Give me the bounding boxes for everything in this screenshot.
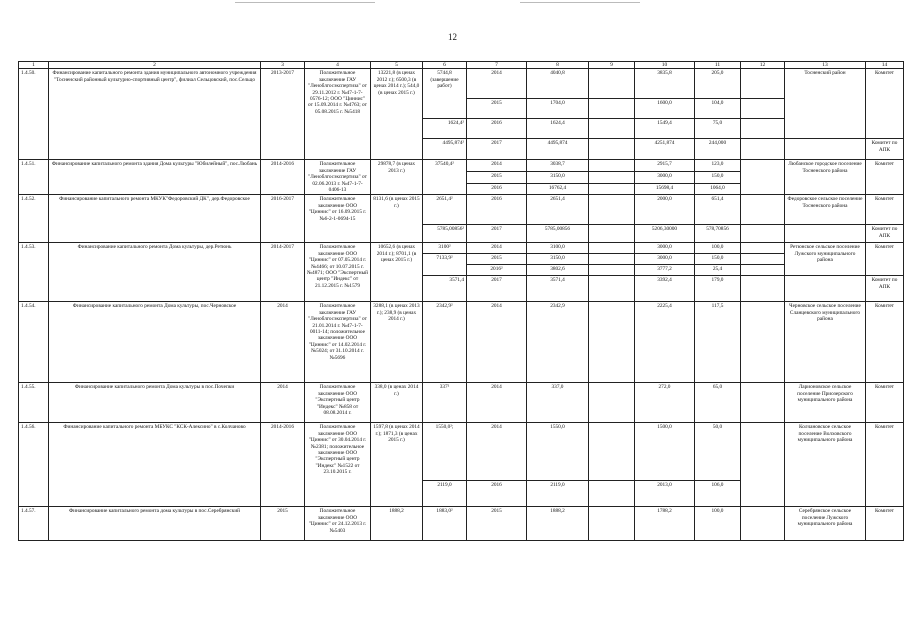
row-sum: 4495,874 [527,139,589,160]
empty-cell [589,69,635,99]
row-sum: 2651,4 [527,195,589,225]
header-row [19,62,904,69]
empty-cell [589,195,635,225]
row-sum: 2342,9 [527,302,589,383]
program-table [18,61,904,541]
row-sum: 337,0 [527,383,589,423]
row-year: 2014 [467,423,527,481]
empty-cell [741,69,785,99]
empty-cell [741,139,785,160]
row-name: Финансирование капитального ремонта здания муниципального автономного учреждения "Тосненский районный культурно-спортивный центр", филиал Сельцовский, пос.Сельцо [49,69,261,160]
row-name: Финансирование капитального ремонта Дома культуры, пос.Черновское [49,302,261,383]
row-total: 7133,9² [423,254,467,276]
row-responsible: Комитет [866,243,904,276]
empty-cell [741,507,785,541]
row-district: Черновское сельское поселение Сланцевского муниципального района [785,302,866,383]
empty-cell [589,99,635,119]
row-municipal: 179,0 [695,276,741,302]
row-total: 1883,0² [423,507,467,541]
table-row [19,302,904,383]
row-regional: 3392,4 [635,276,695,302]
row-responsible: Комитет по АПК [866,139,904,160]
row-responsible: Комитет [866,69,904,139]
row-responsible: Комитет [866,195,904,225]
row-year: 2017 [467,225,527,243]
row-period: 2014-2017 [261,243,305,302]
row-expertise: Положительное заключение ГАУ "Леноблгосэкспертиза" от 21.01.2014 г. №47-1-7-0011-14; положительное заключение ООО "Циннис" от 14.02.2014 г. №5024; от 31.10.2014 г. №5696 [305,302,371,383]
row-sum: 1888,2 [527,507,589,541]
row-year: 2014 [467,302,527,383]
row-number: 1.4.57. [19,507,49,541]
row-number: 1.4.55. [19,383,49,423]
row-regional: 2915,7 [635,160,695,172]
empty-cell [785,225,866,243]
row-regional: 1500,0 [635,423,695,481]
row-number: 1.4.53. [19,243,49,302]
row-name: Финансирование капитального ремонта МБУКС "КСК-Алексино" в с.Колчаново [49,423,261,507]
row-regional: 3000,0 [635,243,695,254]
row-cost: 3288,1 (в ценах 2013 г.); 238,9 (в ценах 2014 г.) [371,302,423,383]
empty-cell [589,265,635,276]
empty-cell [741,254,785,265]
row-expertise: Положительное заключение ООО "Циннис" от 24.12.2013 г. №5403 [305,507,371,541]
row-district: Ретюнское сельское поселение Лужского муниципального района [785,243,866,276]
table-row [19,195,904,225]
row-district: Федоровское сельское поселение Тосненского района [785,195,866,225]
col-header: 10 [635,62,695,69]
row-sum: 1624,4 [527,119,589,139]
row-responsible: Комитет [866,423,904,507]
empty-cell [741,99,785,119]
row-regional: 3835,8 [635,69,695,99]
row-municipal: 50,0 [695,423,741,481]
empty-cell [785,139,866,160]
empty-cell [741,119,785,139]
row-sum: 1704,0 [527,99,589,119]
row-sum: 3802,6 [527,265,589,276]
row-municipal: 244,000 [695,139,741,160]
col-header: 8 [527,62,589,69]
row-expertise: Положительное заключение ГАУ "Леноблгосэкспертиза" от 02.06.2013 г. №47-1-7-0406-13 [305,160,371,195]
row-regional: 1788,2 [635,507,695,541]
empty-cell [589,302,635,383]
row-regional: 1549,4 [635,119,695,139]
empty-cell [785,276,866,302]
row-municipal: 106,0 [695,481,741,507]
empty-cell [589,160,635,172]
row-name: Финансирование капитального ремонта Дома культуры в пос.Почепки [49,383,261,423]
table-row [19,243,904,254]
row-sum: 2119,0 [527,481,589,507]
row-municipal: 578,70856 [695,225,741,243]
row-municipal: 123,0 [695,160,741,172]
row-municipal: 117,5 [695,302,741,383]
empty-cell [589,172,635,184]
table-row [19,507,904,541]
row-year: 2016 [467,119,527,139]
row-municipal: 100,0 [695,243,741,254]
row-year: 2014 [467,383,527,423]
empty-cell [589,139,635,160]
row-name: Финансирование капитального ремонта Дома культуры, дер.Ретюнь [49,243,261,302]
row-municipal: 150,0 [695,254,741,265]
row-period: 2016-2017 [261,195,305,243]
row-number: 1.4.54. [19,302,49,383]
row-district: Серебрянское сельское поселение Лужского муниципального района [785,507,866,541]
row-regional: 3000,0 [635,172,695,184]
row-total: 2119,0 [423,481,467,507]
row-municipal: 150,0 [695,172,741,184]
row-period: 2015 [261,507,305,541]
row-regional: 15698,4 [635,183,695,195]
col-header: 1 [19,62,49,69]
row-expertise: Положительное заключение ООО "Циннис" от 30.04.2014 г. №2381; положительное заключение ООО "Экспертный центр "Индекс" №1522 от 23.10.2015 г. [305,423,371,507]
row-expertise: Положительное заключение ООО "Циннис" от 07.05.2014 г. №4466; от 10.07.2015 г. №4871; ООО "Экспертный центр "Индекс" от 21.12.2015 г. №1579 [305,243,371,302]
col-header: 14 [866,62,904,69]
table-row [19,160,904,172]
row-total: 1624,4² [423,119,467,139]
row-regional: 4251,874 [635,139,695,160]
row-period: 2014-2016 [261,423,305,507]
row-responsible: Комитет по АПК [866,225,904,243]
row-period: 2014 [261,302,305,383]
row-regional: 3000,0 [635,254,695,265]
row-total: 3100² [423,243,467,254]
row-year: 2015 [467,254,527,265]
row-total: 37540,4² [423,160,467,195]
row-district: Любанское городское поселение Тосненского района [785,160,866,195]
empty-cell [589,383,635,423]
row-municipal: 104,0 [695,99,741,119]
empty-cell [589,276,635,302]
row-total: 2651,4² [423,195,467,225]
empty-cell [589,243,635,254]
col-header: 6 [423,62,467,69]
col-header: 4 [305,62,371,69]
col-header: 2 [49,62,261,69]
col-header: 9 [589,62,635,69]
row-responsible: Комитет [866,302,904,383]
row-municipal: 1064,0 [695,183,741,195]
row-year: 2016 [467,481,527,507]
row-responsible: Комитет [866,383,904,423]
table-row [19,69,904,99]
row-year: 2015 [467,99,527,119]
row-total: 5744,8 (завершение работ) [423,69,467,119]
row-total: 3571,4 [423,276,467,302]
row-sum: 16762,4 [527,183,589,195]
row-responsible: Комитет [866,507,904,541]
empty-cell [741,243,785,254]
col-header: 13 [785,62,866,69]
row-period: 2013-2017 [261,69,305,160]
empty-cell [589,225,635,243]
row-number: 1.4.50. [19,69,49,160]
empty-cell [589,423,635,481]
row-cost: 1597,8 (в ценах 2014 г.); 1871,3 (в ценах 2015 г.) [371,423,423,507]
empty-cell [741,265,785,276]
col-header: 12 [741,62,785,69]
row-period: 2014-2016 [261,160,305,195]
empty-cell [589,183,635,195]
row-municipal: 205,0 [695,69,741,99]
row-municipal: 100,0 [695,507,741,541]
empty-cell [741,195,785,225]
empty-cell [589,481,635,507]
row-district: Ларионовское сельское поселение Приозерского муниципального района [785,383,866,423]
row-period: 2014 [261,383,305,423]
row-expertise: Положительное заключение ООО "Экспертный центр "Индекс" №858 от 08.08.2014 г. [305,383,371,423]
empty-cell [741,302,785,383]
row-name: Финансирование капитального ремонта дома культуры в пос.Серебрянский [49,507,261,541]
row-sum: 3038,7 [527,160,589,172]
empty-cell [589,254,635,265]
row-regional: 2225,4 [635,302,695,383]
row-cost: 13221,8 (в ценах 2012 г.); 6500,3 (в ценах 2014 г.); 544,0 (в ценах 2015 г.) [371,69,423,160]
row-total: 1550,0²; [423,423,467,481]
row-number: 1.4.56. [19,423,49,507]
row-year: 2014 [467,243,527,254]
row-responsible: Комитет по АПК [866,276,904,302]
row-cost: 338,0 (в ценах 2014 г.) [371,383,423,423]
row-cost: 8131,6 (в ценах 2015 г.) [371,195,423,243]
col-header: 11 [695,62,741,69]
row-sum: 1550,0 [527,423,589,481]
row-total: 337² [423,383,467,423]
row-municipal: 25,4 [695,265,741,276]
table-row [19,423,904,481]
empty-cell [741,160,785,195]
row-year: 2015 [467,507,527,541]
empty-cell [589,507,635,541]
row-regional: 5206,30000 [635,225,695,243]
row-expertise: Положительное заключение ООО "Циннис" от 16.09.2015 г. №6-2-1-0694-15 [305,195,371,243]
row-year: 2015 [467,172,527,184]
scan-artifact-line [235,2,375,3]
row-municipal: 75,0 [695,119,741,139]
row-year: 2016 [467,195,527,225]
row-regional: 3777,2 [635,265,695,276]
table-row [19,383,904,423]
empty-cell [741,423,785,507]
col-header: 7 [467,62,527,69]
page-number: 12 [448,32,457,42]
empty-cell [741,276,785,302]
row-regional: 2013,0 [635,481,695,507]
row-district: Колчановское сельское поселение Волховского муниципального района [785,423,866,507]
empty-cell [741,383,785,423]
row-year: 2017 [467,139,527,160]
row-name: Финансирование капитального ремонта здания Дома культуры "Юбилейный", пос.Любань [49,160,261,195]
row-cost: 29878,7 (в ценах 2013 г.) [371,160,423,195]
row-regional: 272,0 [635,383,695,423]
row-sum: 3150,0 [527,172,589,184]
row-sum: 3150,0 [527,254,589,265]
row-year: 2016² [467,265,527,276]
row-sum: 3100,0 [527,243,589,254]
row-year: 2017 [467,276,527,302]
row-name: Финансирование капитального ремонта МКУК"Федоровский ДК", дер.Федоровское [49,195,261,243]
row-district: Тосненский район [785,69,866,139]
row-total: 5785,00856² [423,225,467,243]
row-expertise: Положительное заключение ГАУ "Леноблгосэкспертиза" от 29.11.2012 г. №47-1-7-0576-12; ООО "Циннис" от 15.09.2014 г. №4763; от 05.08.2015 г. №5418 [305,69,371,160]
row-year: 2014 [467,69,527,99]
row-number: 1.4.52. [19,195,49,243]
row-municipal: 65,0 [695,383,741,423]
row-year: 2016 [467,183,527,195]
row-number: 1.4.51. [19,160,49,195]
row-cost: 1888,2 [371,507,423,541]
empty-cell [741,225,785,243]
empty-cell [589,119,635,139]
row-total: 4495,874² [423,139,467,160]
row-year: 2014 [467,160,527,172]
col-header: 3 [261,62,305,69]
row-responsible: Комитет [866,160,904,195]
row-sum: 4040,8 [527,69,589,99]
row-sum: 5785,00856 [527,225,589,243]
row-total: 2342,9² [423,302,467,383]
scan-artifact-line [520,2,640,3]
row-regional: 2000,0 [635,195,695,225]
row-municipal: 651,4 [695,195,741,225]
row-regional: 1600,0 [635,99,695,119]
row-cost: 10652,6 (в ценах 2014 г.); 8701,1 (в ценах 2015 г.) [371,243,423,302]
row-sum: 3571,4 [527,276,589,302]
col-header: 5 [371,62,423,69]
